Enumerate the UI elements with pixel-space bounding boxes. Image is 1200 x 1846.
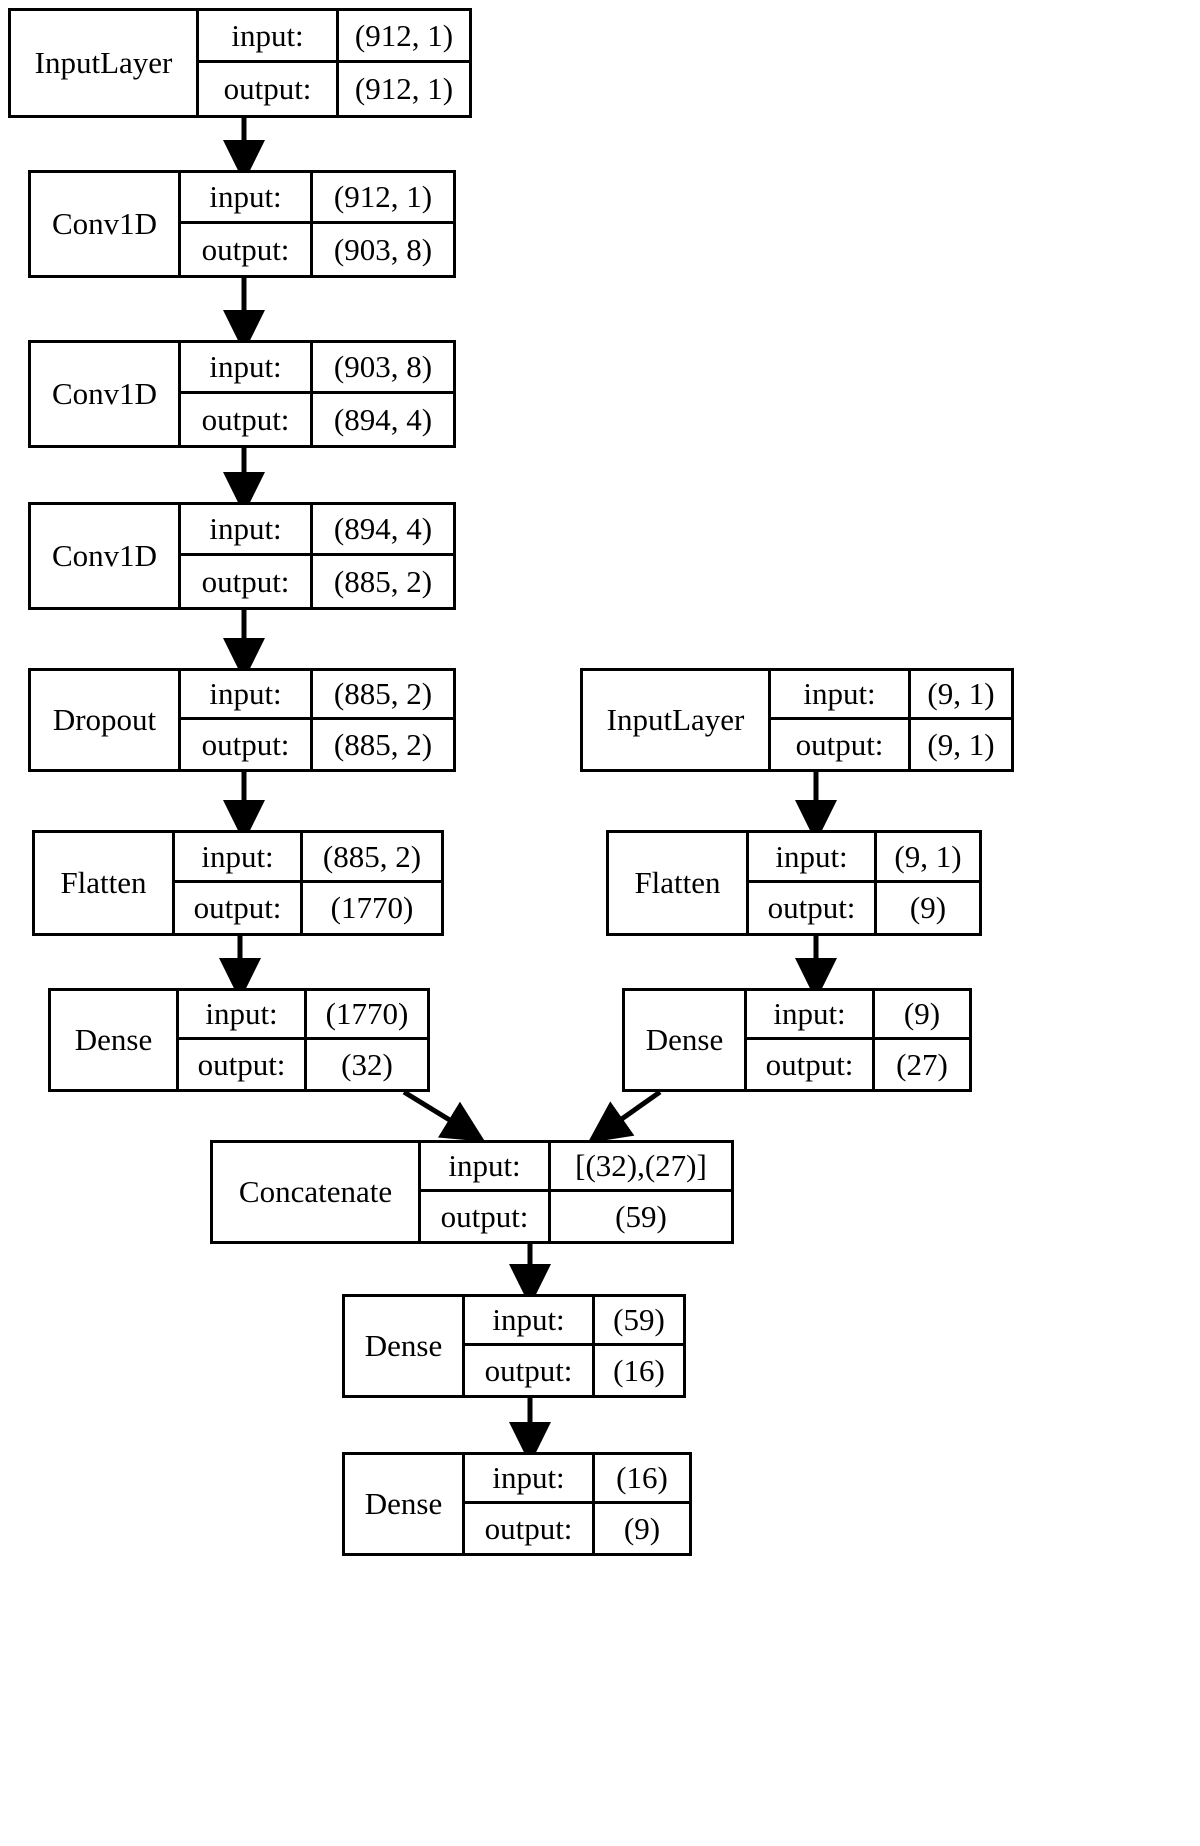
input-label: input: [181,505,313,553]
layer-name: Dense [51,991,179,1089]
output-label: output: [465,1346,595,1395]
output-shape-value: (903, 8) [333,231,433,267]
layer-input-row [181,505,453,556]
layer-node-input_layer_2 [580,668,1014,772]
input-label: input: [179,991,307,1037]
output-shape-value: (894, 4) [333,401,433,437]
layer-io-table [749,833,979,933]
input-shape-value: (59) [613,1302,665,1337]
layer-io-table [199,11,469,115]
layer-output-row [771,720,1011,769]
output-shape-value: (885, 2) [333,563,433,599]
edge-dense_1-to-concatenate [404,1092,466,1130]
input-label: input: [465,1455,595,1501]
input-shape-value: (1770) [325,996,409,1031]
layer-name: Dense [625,991,747,1089]
layer-name: Conv1D [31,343,181,445]
output-shape-value: (9) [909,890,947,925]
output-shape-value: (885, 2) [333,726,433,762]
output-shape-value: (59) [615,1198,667,1234]
layer-input-row [175,833,441,883]
layer-name: Dense [345,1297,465,1395]
layer-output-row [181,556,453,607]
layer-name: Dropout [31,671,181,769]
layer-io-table [771,671,1011,769]
output-label: output: [747,1040,875,1089]
layer-io-table [181,173,453,275]
layer-node-flatten_1 [32,830,444,936]
layer-input-row [181,343,453,394]
layer-output-row [181,224,453,275]
layer-io-table [465,1297,683,1395]
input-shape-value: (885, 2) [322,838,422,874]
layer-input-row [747,991,969,1040]
layer-name: Concatenate [213,1143,421,1241]
input-shape-value: (16) [616,1460,668,1495]
layer-node-dense_1 [48,988,430,1092]
layer-io-table [181,505,453,607]
input-shape-value: (9, 1) [894,838,962,874]
input-label: input: [175,833,303,880]
layer-input-row [771,671,1011,720]
input-label: input: [181,343,313,391]
input-label: input: [421,1143,551,1189]
output-shape-value: (16) [613,1352,665,1388]
input-shape-value: (9) [903,996,941,1031]
output-label: output: [181,394,313,445]
layer-io-table [465,1455,689,1553]
output-label: output: [771,720,911,769]
layer-node-concatenate [210,1140,734,1244]
edge-dense_2-to-concatenate [606,1092,660,1130]
layer-output-row [179,1040,427,1089]
output-label: output: [181,556,313,607]
layer-node-conv1d_2 [28,340,456,448]
layer-input-row [465,1455,689,1504]
input-label: input: [199,11,339,60]
layer-input-row [181,173,453,224]
layer-node-input_layer_1 [8,8,472,118]
input-label: input: [747,991,875,1037]
layer-output-row [199,63,469,115]
output-shape-value: (9) [623,1510,661,1546]
layer-output-row [181,720,453,769]
input-label: input: [181,671,313,717]
output-shape-value: (32) [341,1046,393,1082]
layer-name: Dense [345,1455,465,1553]
layer-node-dense_3 [342,1294,686,1398]
input-label: input: [465,1297,595,1343]
layer-io-table [747,991,969,1089]
layer-input-row [181,671,453,720]
layer-input-row [465,1297,683,1346]
input-label: input: [749,833,877,880]
input-shape-value: [(32),(27)] [575,1148,707,1183]
input-shape-value: (912, 1) [333,179,433,214]
output-label: output: [749,883,877,933]
layer-node-flatten_2 [606,830,982,936]
layer-io-table [175,833,441,933]
layer-node-dense_4 [342,1452,692,1556]
layer-name: InputLayer [11,11,199,115]
layer-name: Flatten [609,833,749,933]
output-shape-value: (9, 1) [927,726,995,762]
output-shape-value: (912, 1) [354,71,454,106]
layer-node-conv1d_3 [28,502,456,610]
layer-io-table [181,343,453,445]
layer-output-row [421,1192,731,1241]
layer-node-conv1d_1 [28,170,456,278]
output-label: output: [181,720,313,769]
layer-name: Conv1D [31,173,181,275]
layer-input-row [179,991,427,1040]
output-label: output: [175,883,303,933]
layer-output-row [181,394,453,445]
output-label: output: [181,224,313,275]
input-shape-value: (912, 1) [354,17,454,53]
layer-output-row [749,883,979,933]
output-label: output: [421,1192,551,1241]
output-shape-value: (27) [896,1046,948,1082]
input-shape-value: (885, 2) [333,676,433,711]
layer-input-row [749,833,979,883]
layer-input-row [199,11,469,63]
input-shape-value: (894, 4) [333,511,433,546]
output-label: output: [465,1504,595,1553]
layer-output-row [465,1504,689,1553]
layer-io-table [421,1143,731,1241]
layer-node-dense_2 [622,988,972,1092]
layer-output-row [747,1040,969,1089]
input-shape-value: (903, 8) [333,349,433,384]
output-label: output: [199,63,339,115]
layer-name: Conv1D [31,505,181,607]
layer-output-row [175,883,441,933]
output-shape-value: (1770) [330,890,414,925]
output-label: output: [179,1040,307,1089]
layer-name: Flatten [35,833,175,933]
layer-io-table [179,991,427,1089]
layer-output-row [465,1346,683,1395]
layer-io-table [181,671,453,769]
layer-input-row [421,1143,731,1192]
layer-name: InputLayer [583,671,771,769]
layer-node-dropout_1 [28,668,456,772]
input-shape-value: (9, 1) [927,676,995,711]
input-label: input: [181,173,313,221]
input-label: input: [771,671,911,717]
